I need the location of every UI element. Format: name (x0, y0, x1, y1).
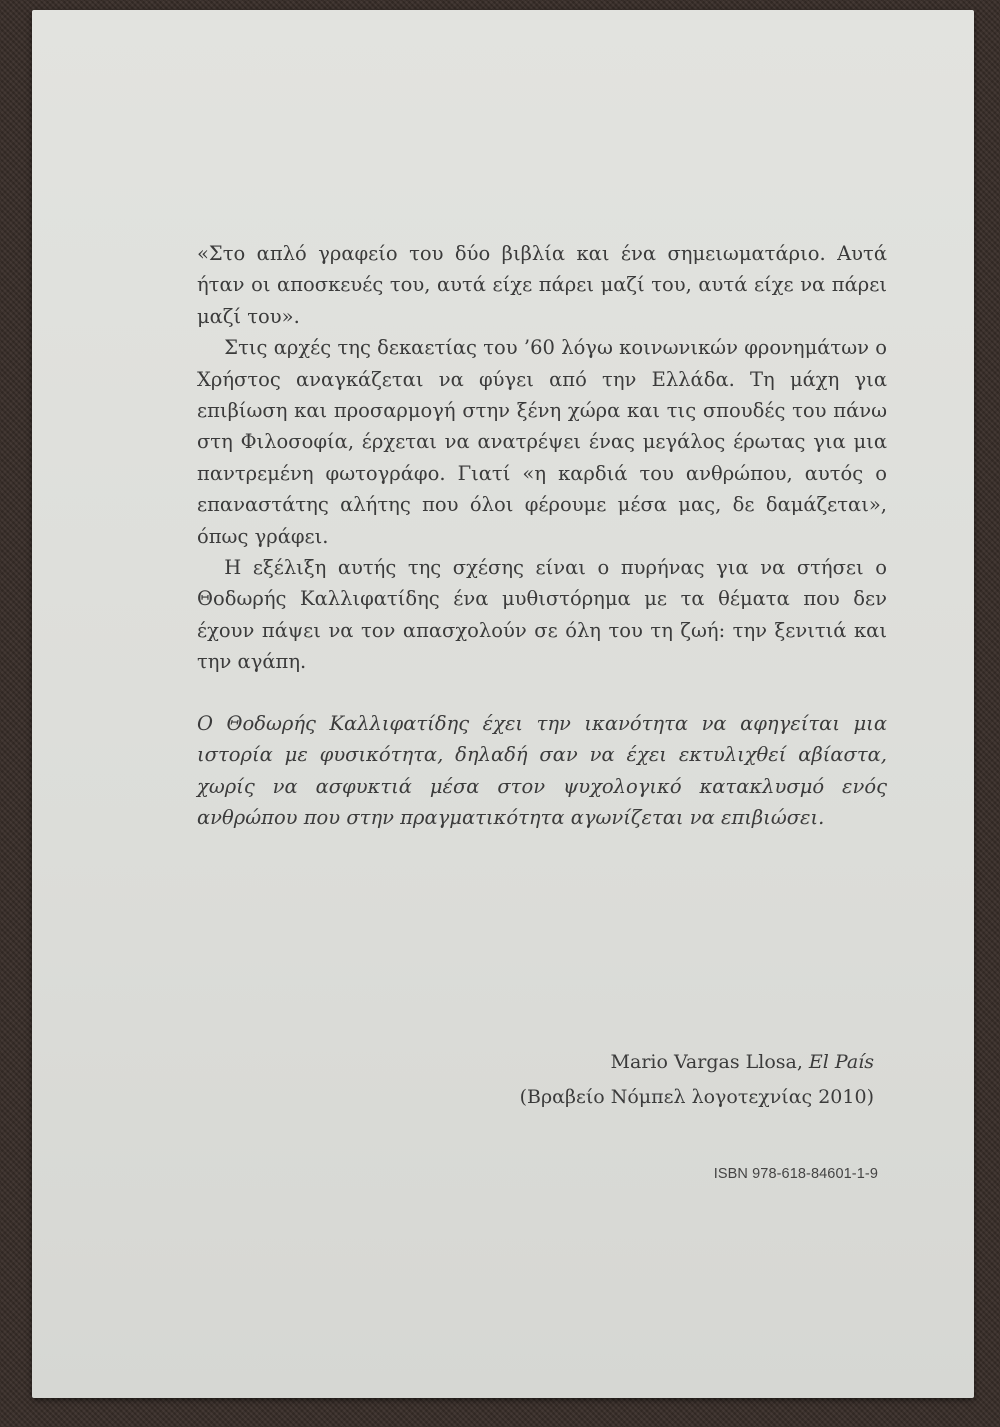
attribution-author: Mario Vargas Llosa, (610, 1051, 803, 1073)
attribution-source: El País (808, 1051, 874, 1073)
blurb-text (197, 238, 887, 833)
review-quote: Ο Θοδωρής Καλλιφατίδης έχει την ικανότητα να αφηγείται μια ιστορία με φυσικότητα, δηλαδή σαν να έχει εκτυλιχθεί αβίαστα, χωρίς να ασφυκτιά μέσα στον ψυχολογικό κατακλυσμό ενός ανθρώπου που στην πραγματικότητα αγωνίζεται να επιβιώσει. (197, 711, 887, 829)
isbn-label: ISBN 978-618-84601-1-9 (713, 1166, 878, 1182)
blurb-paragraph-story: Στις αρχές της δεκαετίας του ’60 λόγω κοινωνικών φρονημάτων ο Χρήστος αναγκάζεται να φύγει από την Ελλάδα. Τη μάχη για επιβίωση και προσαρμογή στην ξένη χώρα και τις σπουδές του πάνω στη Φιλοσοφία, έρχεται να ανατρέψει ένας μεγάλος έρωτας για μια παντρεμένη φωτογράφο. Γιατί «η καρδιά του ανθρώπου, αυτός ο επαναστάτης αλήτης που όλοι φέρουμε μέσα μας, δε δαμάζεται», όπως γράφει. (197, 336, 887, 548)
blurb-paragraph-quote: «Στο απλό γραφείο του δύο βιβλία και ένα σημειωματάριο. Αυτά ήταν οι αποσκευές του, αυτά είχε πάρει μαζί του, αυτά είχε να πάρει μαζί του». (197, 242, 887, 328)
attribution-award: (Βραβείο Νόμπελ λογοτεχνίας 2010) (519, 1086, 874, 1108)
attribution (520, 1045, 874, 1115)
blurb-paragraph-themes: Η εξέλιξη αυτής της σχέσης είναι ο πυρήνας για να στήσει ο Θοδωρής Καλλιφατίδης ένα μυθιστόρημα με τα θέματα που δεν έχουν πάψει να τον απασχολούν σε όλη του τη ζωή: την ξενιτιά και την αγάπη. (197, 556, 887, 674)
attribution-line (520, 1045, 874, 1080)
